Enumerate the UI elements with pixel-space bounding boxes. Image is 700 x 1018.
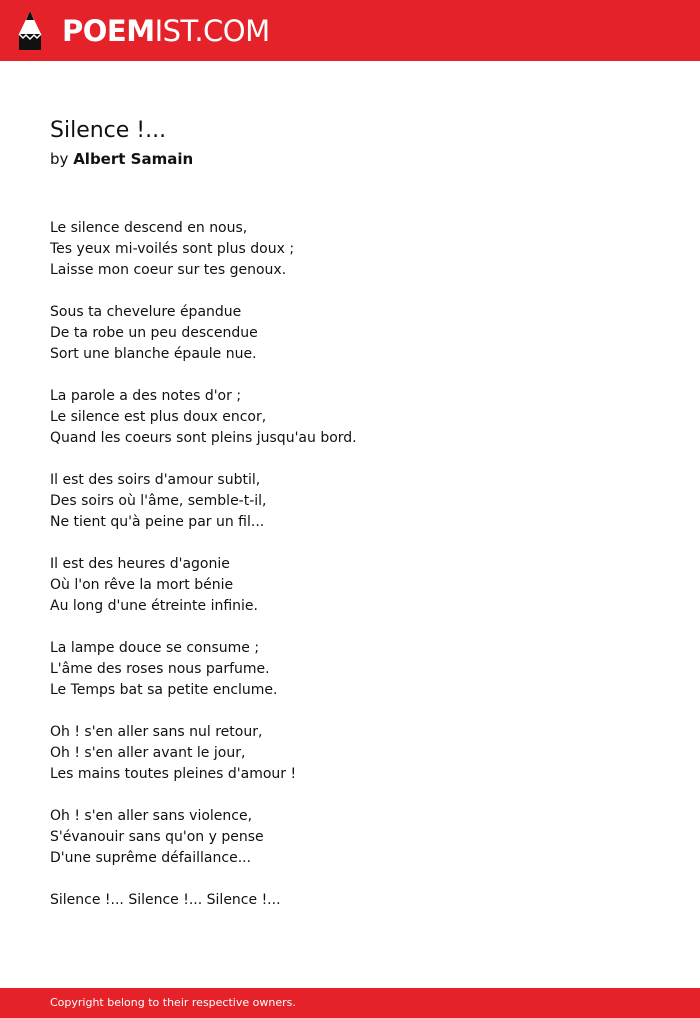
poem-line: L'âme des roses nous parfume. [50, 661, 270, 677]
stanza [50, 218, 650, 281]
poem-line: Les mains toutes pleines d'amour ! [50, 766, 297, 782]
poem-title: Silence !... [50, 118, 167, 143]
poem-line: Le Temps bat sa petite enclume. [50, 682, 278, 698]
poem-line: Oh ! s'en aller avant le jour, [50, 745, 246, 761]
stanza [50, 638, 650, 701]
poem-line: Il est des soirs d'amour subtil, [50, 472, 261, 488]
stanza [50, 386, 650, 449]
poem-line: De ta robe un peu descendue [50, 325, 258, 341]
poem-line: Oh ! s'en aller sans violence, [50, 808, 253, 824]
poem-line: Où l'on rêve la mort bénie [50, 577, 234, 593]
poem-line: Ne tient qu'à peine par un fil... [50, 514, 265, 530]
poem-line: La lampe douce se consume ; [50, 640, 260, 656]
poem-line: D'une suprême défaillance... [50, 850, 252, 866]
poem-line: Laisse mon coeur sur tes genoux. [50, 262, 287, 278]
copyright-text: Copyright belong to their respective owners. [50, 996, 296, 1009]
poem-line: Le silence est plus doux encor, [50, 409, 267, 425]
poem-line: Des soirs où l'âme, semble-t-il, [50, 493, 267, 509]
poem-line: Sort une blanche épaule nue. [50, 346, 257, 362]
site-logo[interactable] [62, 12, 270, 50]
poem-line: Silence !... Silence !... Silence !... [50, 892, 281, 908]
poem-byline [50, 148, 193, 170]
site-footer [0, 988, 700, 1018]
poem-line: Le silence descend en nous, [50, 220, 248, 236]
poem-author: Albert Samain [73, 150, 194, 168]
poem-body [50, 218, 650, 932]
poem-line: La parole a des notes d'or ; [50, 388, 242, 404]
stanza [50, 470, 650, 533]
site-header [0, 0, 700, 61]
stanza [50, 722, 650, 785]
stanza [50, 554, 650, 617]
poem-line: S'évanouir sans qu'on y pense [50, 829, 264, 845]
poem-line: Au long d'une étreinte infinie. [50, 598, 258, 614]
poem-line: Oh ! s'en aller sans nul retour, [50, 724, 263, 740]
logo-bold-text: POEM [62, 14, 155, 48]
poem-line: Il est des heures d'agonie [50, 556, 230, 572]
pencil-icon[interactable] [17, 10, 43, 52]
poem-line: Quand les coeurs sont pleins jusqu'au bord. [50, 430, 357, 446]
stanza [50, 806, 650, 869]
by-prefix: by [50, 150, 69, 168]
stanza [50, 890, 650, 911]
stanza [50, 302, 650, 365]
poem-line: Sous ta chevelure épandue [50, 304, 242, 320]
logo-light-text: IST.COM [154, 14, 270, 48]
poem-line: Tes yeux mi-voilés sont plus doux ; [50, 241, 295, 257]
